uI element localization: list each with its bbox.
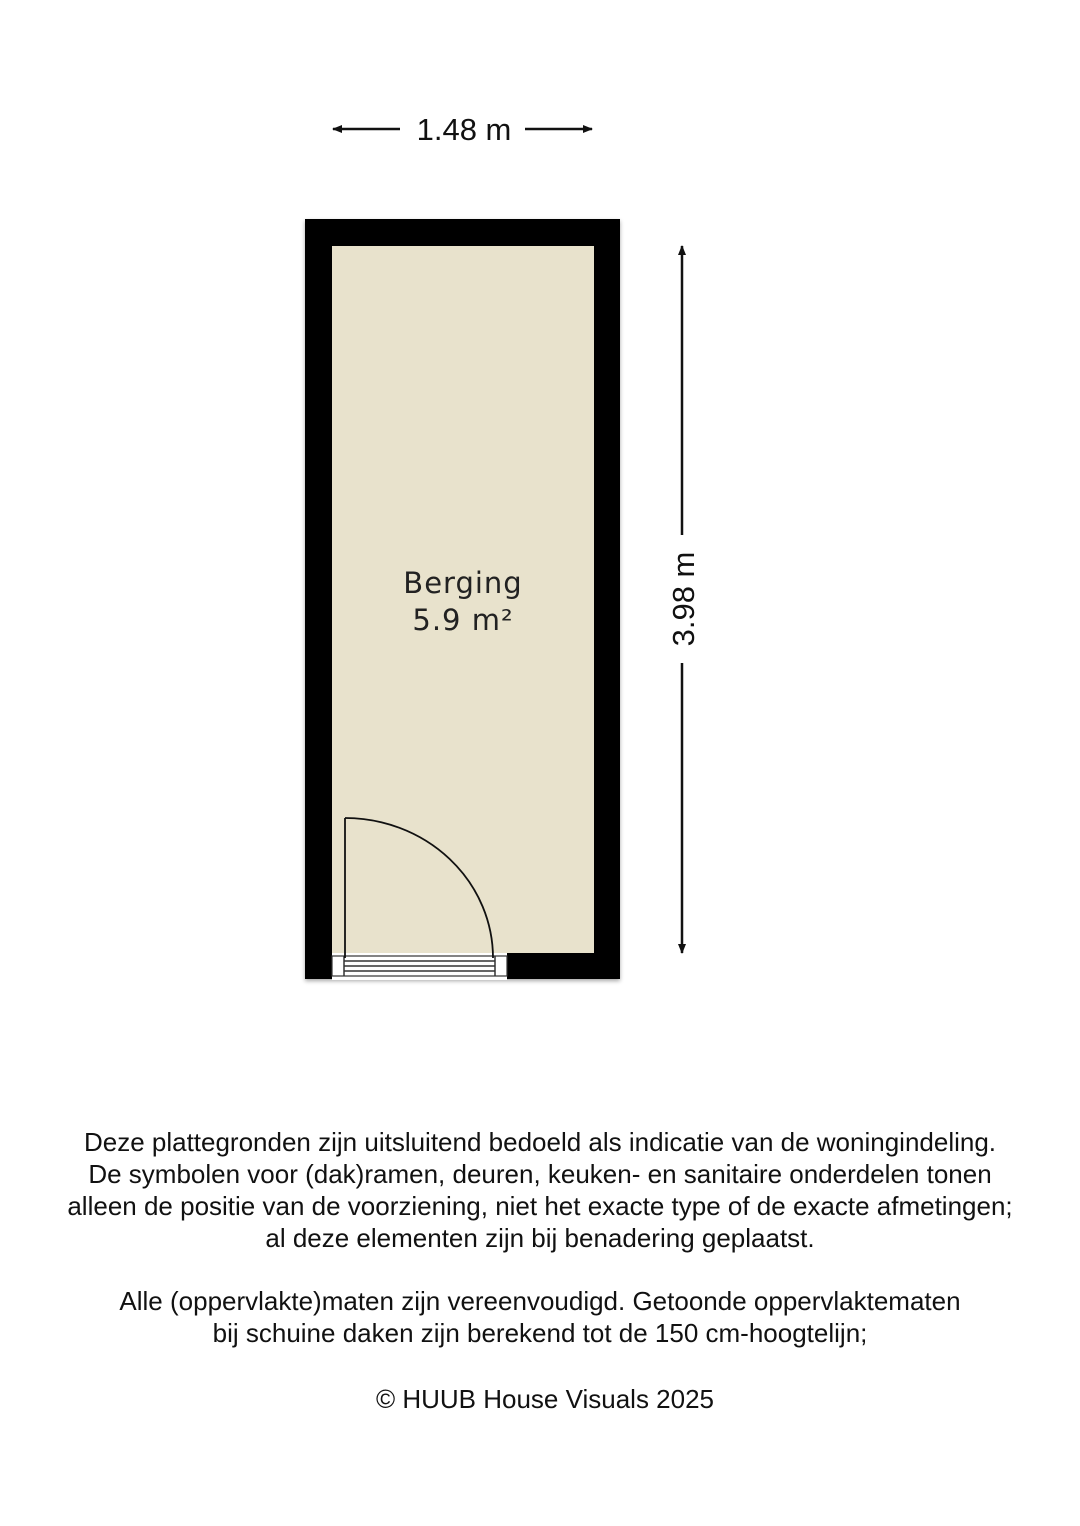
length-dimension: [666, 246, 701, 953]
copyright-notice: © HUUB House Visuals 2025: [375, 1384, 715, 1414]
disclaimer-paragraph-1: [0, 1126, 1080, 1254]
width-dimension: [333, 112, 592, 147]
width-label: 1.48 m: [416, 112, 512, 147]
room-name: Berging: [403, 566, 523, 600]
length-label: 3.98 m: [666, 551, 701, 647]
disclaimer-line: bij schuine daken zijn berekend tot de 150 cm-hoogtelijn;: [212, 1318, 868, 1348]
door-threshold: [332, 956, 507, 976]
disclaimer-line: al deze elementen zijn bij benadering geplaatst.: [265, 1223, 815, 1253]
disclaimer: [0, 1126, 1080, 1380]
disclaimer-line: alleen de positie van de voorziening, niet het exacte type of de exacte afmetingen;: [67, 1191, 1013, 1221]
disclaimer-line: De symbolen voor (dak)ramen, deuren, keuken- en sanitaire onderdelen tonen: [88, 1159, 992, 1189]
room-area: 5.9 m²: [412, 603, 514, 637]
disclaimer-paragraph-2: [0, 1285, 1080, 1349]
disclaimer-line: Alle (oppervlakte)maten zijn vereenvoudigd. Getoonde oppervlaktematen: [119, 1286, 961, 1316]
disclaimer-line: Deze plattegronden zijn uitsluitend bedoeld als indicatie van de woningindeling.: [83, 1127, 997, 1157]
